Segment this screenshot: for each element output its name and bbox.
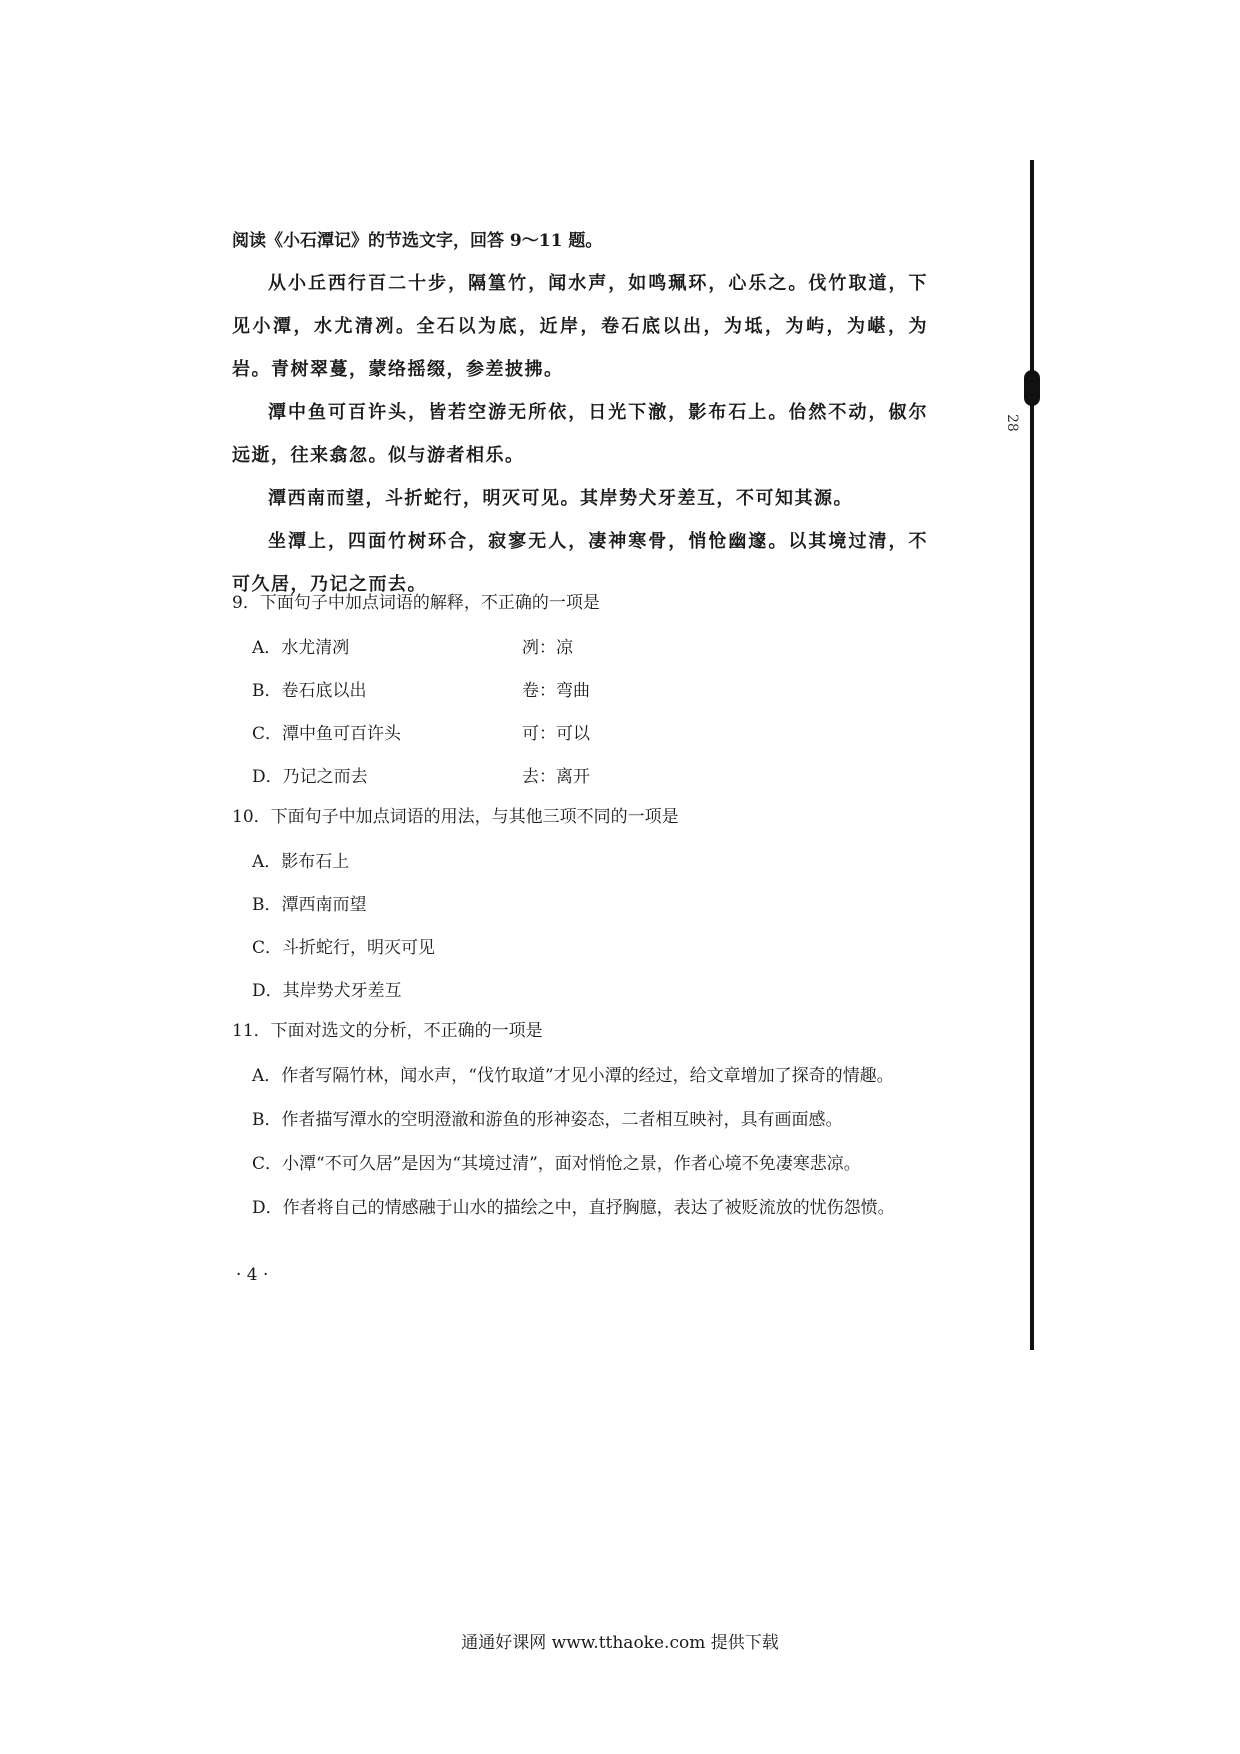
passage-paragraph: 潭中鱼可百许头，皆若空游无所依，日光下澈，影布石上。佁然不动，俶尔远逝，往来翕忽。似与游者相乐。 [232, 402, 928, 466]
q9-option-c-gloss: 可：可以 [522, 724, 590, 744]
passage [232, 262, 928, 606]
passage-paragraph: 坐潭上，四面竹树环合，寂寥无人，凄神寒骨，悄怆幽邃。以其境过清，不可久居，乃记之而去。 [232, 531, 928, 595]
question-9-stem: 9．下面句子中加点词语的解释，不正确的一项是 [232, 593, 600, 613]
footer-credit: 通通好课网 www.tthaoke.com 提供下载 [461, 1633, 779, 1653]
q9-option-c[interactable]: C．潭中鱼可百许头 [252, 724, 402, 744]
question-10-stem: 10．下面句子中加点词语的用法，与其他三项不同的一项是 [232, 807, 679, 827]
q11-option-b[interactable]: B．作者描写潭水的空明澄澈和游鱼的形神姿态，二者相互映衬，具有画面感。 [252, 1110, 843, 1130]
q10-option-a[interactable]: A．影布石上 [252, 852, 350, 872]
q10-option-c[interactable]: C．斗折蛇行，明灭可见 [252, 938, 436, 958]
margin-mark: 28 [1004, 414, 1020, 432]
q9-option-d-gloss: 去：离开 [522, 767, 590, 787]
q9-option-b-gloss: 卷：弯曲 [522, 681, 590, 701]
q10-option-d[interactable]: D．其岸势犬牙差互 [252, 981, 402, 1001]
q10-option-b[interactable]: B．潭西南而望 [252, 895, 367, 915]
q9-option-a-gloss: 冽：凉 [522, 638, 573, 658]
page-number: · 4 · [236, 1265, 269, 1285]
q9-option-b[interactable]: B．卷石底以出 [252, 681, 367, 701]
q9-option-d[interactable]: D．乃记之而去 [252, 767, 368, 787]
passage-paragraph: 潭西南而望，斗折蛇行，明灭可见。其岸势犬牙差互，不可知其源。 [268, 488, 853, 509]
binding-mark [1024, 370, 1040, 406]
passage-paragraph: 从小丘西行百二十步，隔篁竹，闻水声，如鸣珮环，心乐之。伐竹取道，下见小潭，水尤清冽。全石以为底，近岸，卷石底以出，为坻，为屿，为嵁，为岩。青树翠蔓，蒙络摇缀，参差披拂。 [232, 273, 928, 380]
binding-line [1030, 160, 1034, 1350]
question-11-stem: 11．下面对选文的分析，不正确的一项是 [232, 1021, 543, 1041]
q9-option-a[interactable]: A．水尤清冽 [252, 638, 350, 658]
q11-option-d[interactable]: D．作者将自己的情感融于山水的描绘之中，直抒胸臆，表达了被贬流放的忧伤怨愤。 [252, 1198, 895, 1218]
q11-option-c[interactable]: C．小潭“不可久居”是因为“其境过清”，面对悄怆之景，作者心境不免凄寒悲凉。 [252, 1154, 861, 1174]
q11-option-a[interactable]: A．作者写隔竹林，闻水声，“伐竹取道”才见小潭的经过，给文章增加了探奇的情趣。 [252, 1066, 894, 1086]
reading-instruction: 阅读《小石潭记》的节选文字，回答 9～11 题。 [232, 231, 603, 251]
